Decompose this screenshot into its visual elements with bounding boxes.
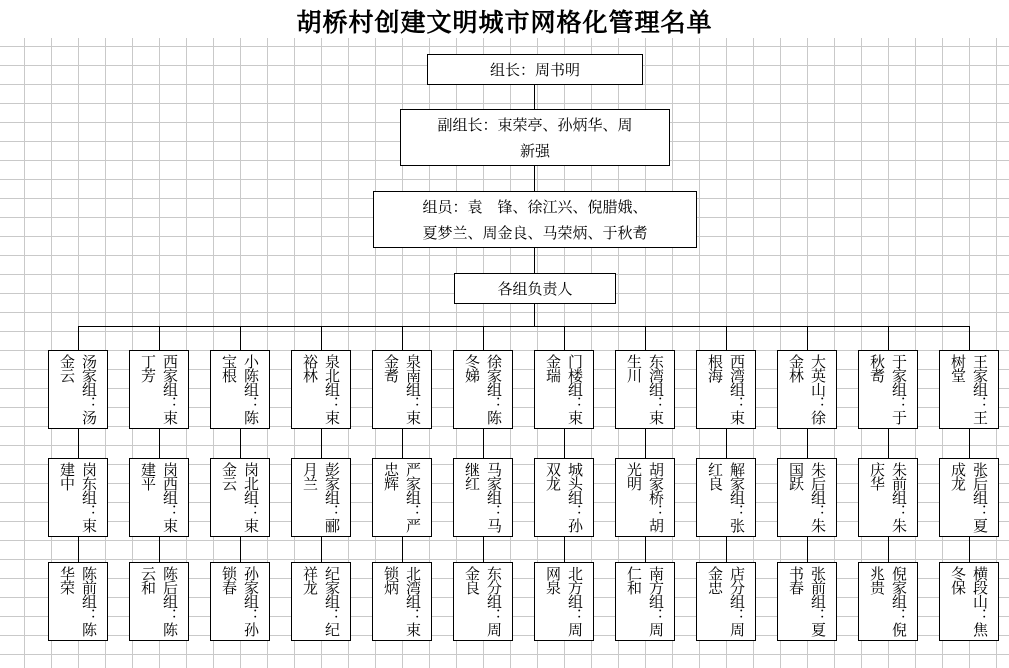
group-text: 王家组：王树堂 bbox=[949, 354, 989, 424]
group-text: 泉北组：束裕林 bbox=[301, 354, 341, 424]
group-cell bbox=[372, 458, 432, 537]
connector-line bbox=[321, 429, 322, 458]
group-text: 张前组：夏书春 bbox=[787, 566, 827, 636]
group-text: 店分组：周金忠 bbox=[706, 566, 746, 636]
connector-line bbox=[645, 429, 646, 458]
leader-text: 组长：周书明 bbox=[489, 60, 580, 79]
group-text: 倪家组：倪兆贵 bbox=[868, 566, 908, 636]
members-line-2: 夏梦兰、周金良、马荣炳、于秋耉 bbox=[422, 223, 648, 242]
group-cell bbox=[777, 458, 837, 537]
group-text: 张后组：夏成龙 bbox=[949, 462, 989, 532]
connector-line bbox=[534, 304, 535, 327]
connector-line bbox=[240, 326, 241, 350]
connector-line bbox=[402, 429, 403, 458]
group-text: 泉南组：束金耉 bbox=[382, 354, 422, 424]
group-cell bbox=[372, 562, 432, 641]
group-cell bbox=[291, 562, 351, 641]
group-cell bbox=[615, 350, 675, 429]
group-text: 岗西组：束建平 bbox=[139, 462, 179, 532]
group-text: 徐家组：陈冬娣 bbox=[463, 354, 503, 424]
group-cell bbox=[534, 562, 594, 641]
group-cell bbox=[939, 458, 999, 537]
group-text: 小陈组：陈宝根 bbox=[220, 354, 260, 424]
connector-line bbox=[534, 85, 535, 109]
group-text: 东湾组：束生川 bbox=[625, 354, 665, 424]
group-cell bbox=[129, 350, 189, 429]
group-cell bbox=[939, 562, 999, 641]
group-text: 马家组：马继红 bbox=[463, 462, 503, 532]
group-text: 朱前组：朱庆华 bbox=[868, 462, 908, 532]
group-cell bbox=[453, 562, 513, 641]
connector-line bbox=[888, 429, 889, 458]
connector-line bbox=[807, 326, 808, 350]
connector-line bbox=[888, 537, 889, 562]
deputy-text bbox=[437, 112, 632, 164]
group-cell bbox=[291, 458, 351, 537]
connector-line bbox=[78, 429, 79, 458]
connector-line bbox=[402, 537, 403, 562]
connector-line bbox=[159, 429, 160, 458]
group-cell bbox=[696, 562, 756, 641]
group-cell bbox=[48, 562, 108, 641]
connector-line bbox=[969, 326, 970, 350]
group-cell bbox=[777, 562, 837, 641]
group-text: 陈前组：陈华荣 bbox=[58, 566, 98, 636]
page-title: 胡桥村创建文明城市网格化管理名单 bbox=[296, 8, 713, 37]
group-cell bbox=[48, 458, 108, 537]
group-text: 西家组：束丁芳 bbox=[139, 354, 179, 424]
connector-line bbox=[645, 537, 646, 562]
group-text: 东分组：周金良 bbox=[463, 566, 503, 636]
connector-line bbox=[969, 429, 970, 458]
group-text: 北湾组：束锁炳 bbox=[382, 566, 422, 636]
bus-line bbox=[78, 326, 969, 327]
connector-line bbox=[483, 326, 484, 350]
connector-line bbox=[402, 326, 403, 350]
group-cell bbox=[453, 458, 513, 537]
connector-line bbox=[564, 429, 565, 458]
connector-line bbox=[534, 166, 535, 191]
group-text: 解家组：张红良 bbox=[706, 462, 746, 532]
connector-line bbox=[564, 537, 565, 562]
group-text: 胡家桥：胡光明 bbox=[625, 462, 665, 532]
group-cell bbox=[534, 350, 594, 429]
group-cell bbox=[615, 458, 675, 537]
group-cell bbox=[210, 562, 270, 641]
group-cell bbox=[534, 458, 594, 537]
connector-line bbox=[645, 326, 646, 350]
connector-line bbox=[483, 537, 484, 562]
group-cell bbox=[858, 350, 918, 429]
group-text: 孙家组：孙锁春 bbox=[220, 566, 260, 636]
group-text: 西湾组：束根海 bbox=[706, 354, 746, 424]
group-text: 于家组：于秋耉 bbox=[868, 354, 908, 424]
group-text: 横段山：焦冬保 bbox=[949, 566, 989, 636]
connector-line bbox=[321, 326, 322, 350]
connector-line bbox=[159, 537, 160, 562]
responsible-text: 各组负责人 bbox=[497, 279, 573, 298]
group-text: 陈后组：陈云和 bbox=[139, 566, 179, 636]
connector-line bbox=[78, 537, 79, 562]
connector-line bbox=[240, 429, 241, 458]
group-text: 彭家组：郦月兰 bbox=[301, 462, 341, 532]
group-text: 南方组：周仁和 bbox=[625, 566, 665, 636]
group-cell bbox=[615, 562, 675, 641]
connector-line bbox=[807, 537, 808, 562]
group-cell bbox=[858, 458, 918, 537]
group-cell bbox=[696, 458, 756, 537]
connector-line bbox=[78, 326, 79, 350]
group-text: 朱后组：朱国跃 bbox=[787, 462, 827, 532]
members-box bbox=[373, 191, 697, 248]
group-cell bbox=[129, 458, 189, 537]
connector-line bbox=[159, 326, 160, 350]
group-cell bbox=[939, 350, 999, 429]
connector-line bbox=[321, 537, 322, 562]
group-text: 大英山：徐金林 bbox=[787, 354, 827, 424]
connector-line bbox=[534, 248, 535, 273]
members-text bbox=[422, 194, 647, 246]
group-text: 岗东组：束建中 bbox=[58, 462, 98, 532]
deputy-box bbox=[400, 109, 670, 166]
connector-line bbox=[807, 429, 808, 458]
group-text: 岗北组：束金云 bbox=[220, 462, 260, 532]
deputy-line-2: 新强 bbox=[519, 141, 550, 160]
group-text: 城头组：孙双龙 bbox=[544, 462, 584, 532]
group-cell bbox=[696, 350, 756, 429]
group-text: 门楼组：束金瑞 bbox=[544, 354, 584, 424]
group-cell bbox=[453, 350, 513, 429]
group-cell bbox=[777, 350, 837, 429]
group-text: 纪家组：纪祥龙 bbox=[301, 566, 341, 636]
group-text: 严家组：严忠辉 bbox=[382, 462, 422, 532]
connector-line bbox=[726, 326, 727, 350]
connector-line bbox=[240, 537, 241, 562]
group-cell bbox=[858, 562, 918, 641]
connector-line bbox=[726, 537, 727, 562]
group-cell bbox=[291, 350, 351, 429]
group-cell bbox=[48, 350, 108, 429]
connector-line bbox=[483, 429, 484, 458]
connector-line bbox=[969, 537, 970, 562]
members-line-1: 组员：袁 锋、徐江兴、倪腊娥、 bbox=[422, 197, 648, 216]
group-cell bbox=[210, 458, 270, 537]
responsible-box bbox=[454, 273, 616, 304]
group-text: 汤家组：汤金云 bbox=[58, 354, 98, 424]
group-cell bbox=[210, 350, 270, 429]
group-text: 北方组：周网泉 bbox=[544, 566, 584, 636]
group-cell bbox=[372, 350, 432, 429]
connector-line bbox=[564, 326, 565, 350]
connector-line bbox=[888, 326, 889, 350]
connector-line bbox=[726, 429, 727, 458]
leader-box bbox=[427, 54, 643, 85]
deputy-line-1: 副组长：束荣亭、孙炳华、周 bbox=[437, 115, 633, 134]
group-cell bbox=[129, 562, 189, 641]
